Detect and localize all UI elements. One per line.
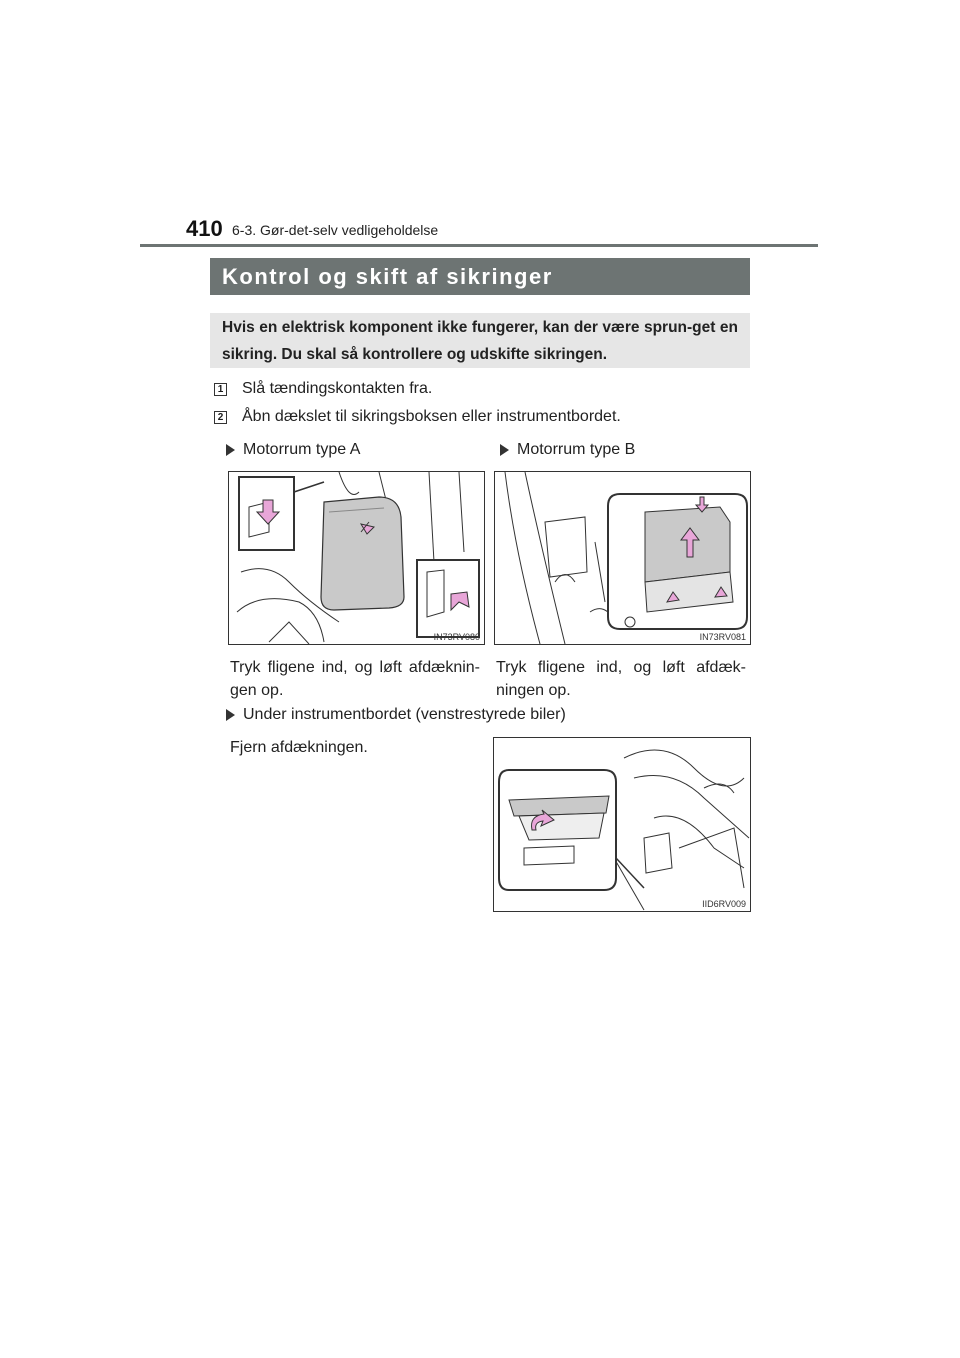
figure-b-caption <box>496 656 746 702</box>
step-number-2: 2 <box>214 411 227 424</box>
page-title: Kontrol og skift af sikringer <box>210 258 750 295</box>
figure-c-code: IID6RV009 <box>702 899 746 909</box>
step-text-2: Åbn dækslet til sikringsboksen eller instrumentbordet. <box>242 408 621 425</box>
page-number: 410 <box>186 216 223 241</box>
figure-b-caption-line2: ningen op. <box>496 682 571 699</box>
step-text-1: Slå tændingskontakten fra. <box>242 380 433 397</box>
intro-box: Hvis en elektrisk komponent ikke fungerer, kan der være sprun-get en sikring. Du skal så kontrollere og udskifte sikringen. <box>210 313 750 368</box>
figure-a-heading <box>226 441 360 459</box>
figure-under-dashboard <box>493 737 751 912</box>
figure-c-caption: Fjern afdækningen. <box>230 739 368 756</box>
figure-a-caption-line2: gen op. <box>230 682 284 699</box>
triangle-bullet-icon <box>500 444 509 456</box>
figure-b-code: IN73RV081 <box>699 632 746 642</box>
figure-a-heading-text: Motorrum type A <box>243 441 361 458</box>
figure-engine-type-a <box>228 471 485 645</box>
figure-c-heading-text: Under instrumentbordet (venstrestyrede biler) <box>243 706 566 723</box>
section-label: 6-3. Gør-det-selv vedligeholdelse <box>232 222 439 238</box>
figure-b-heading <box>500 441 635 459</box>
figure-a-code: IN73RV080 <box>433 632 480 642</box>
header-rule <box>140 244 818 247</box>
figure-b-caption-line1: Tryk fligene ind, og løft afdæk- <box>496 659 746 676</box>
figure-engine-type-b <box>494 471 751 645</box>
figure-a-caption-line1: Tryk fligene ind, og løft afdæknin- <box>230 659 480 676</box>
triangle-bullet-icon <box>226 709 235 721</box>
figure-a-caption <box>230 656 480 702</box>
step-number-1: 1 <box>214 383 227 396</box>
figure-b-heading-text: Motorrum type B <box>517 441 636 458</box>
triangle-bullet-icon <box>226 444 235 456</box>
figure-c-heading <box>226 706 566 724</box>
